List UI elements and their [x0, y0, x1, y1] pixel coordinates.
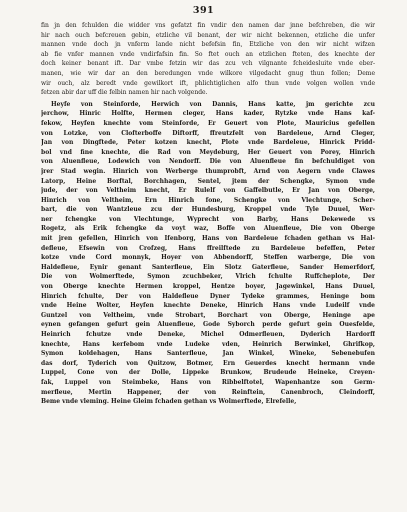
text-line: Beme vnde vleming. Heine Gleim fchaden gethan vs Wolmerftede, Elrefelle, — [41, 398, 297, 406]
text-line: Latorp, Heine Borftal, Borchhagen, Sentel, jtem der Schengke, Symon vnde — [41, 177, 375, 185]
text-line: bol vnd fine knechte, die Rad von Meydeburg, Her Geuert von Porey, Hinrich — [41, 148, 375, 156]
text-line: jerchow, Hinric Holfte, Hermen cleger, Hans kader, Rytzke vnde Hans kaf- — [41, 110, 375, 118]
text-line: Hinrich fchulte, Der von Haldefleue Dyner Tydeke grammes, Heninge bom — [41, 292, 375, 300]
text-line: hir nach ouch befcreuen gebin, etzliche vil benant, der wir nicht bekennen, etzliche die unfer — [41, 31, 375, 39]
text-line: fin jn den fchulden die widder vns gefatzt fin vndir den namen dar jnne befchreben, die wir — [41, 22, 375, 29]
page-number: 391 — [192, 5, 215, 16]
text-line: jude, der von Veltheim knecht, Er Rulelf von Gaffelbutle, Er Jan von Oberge, — [41, 187, 375, 195]
text-line: ner fchengke von Vlechtunge, Wyprecht von Barby, Hans Dekewede vs — [41, 215, 375, 223]
text-line: Heyfe von Steinforde, Herwich von Dannis, Hans katte, jm gerichte zcu — [51, 100, 375, 108]
text-line: von Aluenfleue, Lodewich von Nendorff. Die von Aluenfleue fin befchuldiget von — [41, 158, 375, 166]
text-line: Symon koldehagen, Hans Santerfleue, Jan Winkel, Wineke, Sebenebufen — [41, 350, 375, 358]
text-line: doch keiner benant ift. Dar vmbe fetzin wir das zcu vch vilgnante fcheidesluite vnde eber- — [41, 60, 375, 68]
text-line: Die von Wolmerftede, Symon zcuchbeker, Vlrich fchulte Ruffcheplote, Der — [41, 273, 375, 281]
text-line: von Lotzke, von Clofterboffe Diftorff, ffreutzfelt von Bardeleue, Arnd Cleger, — [41, 129, 375, 137]
text-line: vnde Heine Wolter, Heyfen knechte Deneke, Hinrich Hans vnde Ludeilf vnde — [41, 302, 375, 310]
text-line: Guntzel von Veltheim, vnde Strobart, Borchart von Oberge, Heninge ape — [41, 311, 375, 319]
text-line: eynen gefangen gefurt gein Aluenfleue, Gode Syborch perde gefurt gein Ouesfelde, — [41, 321, 375, 329]
text-line: Luppel, Cone von der Dolle, Lippeke Brunkow, Brudeude Heineke, Creyen- — [41, 369, 375, 377]
text-line: manen, wie wir dar an den beredungen vnde wilkore vilgedacht gnug thun follen; Deme — [41, 69, 375, 77]
text-line: Hinrich von Veltheim, Ern Hinrich fone, Schengke von Vlechtunge, Scher- — [41, 196, 375, 204]
text-line: Rogetz, als Erik fchengke da voyt waz, Boffe von Aluenfleue, Die von Oberge — [41, 225, 375, 233]
text-line: wir ouch, alz beredt vnde gewilkort ift, phlichtiglichen alfo thun vnde volgen wollen vnde — [41, 79, 375, 87]
text-line: ab fie vnfer mannen vnde vndirfafsin fin. So ftet ouch an etzlichen fteten, des knechte der — [41, 50, 375, 58]
body-text — [41, 21, 375, 407]
text-line: das dorf, Tyderich von Quitzow, Botmer, Ern Geuerdes knecht hermann vnde — [41, 359, 375, 367]
text-line: bart, die von Wantzleue zcu der Hundesburg, Kroppel vnde Tyle Duuel, Wer- — [41, 206, 375, 214]
text-line: Heinrich fchutze vnde Deneke, Michel Odmerfleuen, Dyderich Hardorff — [41, 331, 375, 338]
text-line: jrer Stad wegin. Hinrich von Werberge thumprobft, Arnd von Aegern vnde Clawes — [41, 167, 375, 175]
text-line: fekow, Heyfen knechte vom Steinforde, Er Geuert von Plote, Mauricius gefellen — [41, 119, 375, 127]
text-line: defleue, Efsewin von Crofzeg, Hans ffreilftede zu Bardeleue befeffen, Peter — [41, 244, 375, 252]
text-line: von Oberge knechte Hermen kroppel, Hentze boyer, Jagewinkel, Hans Duuel, — [41, 283, 375, 291]
text-line: Haldefleue, Eynir genant Santerfleue, Ein Slotz Gaterfleue, Sander Hemerfdorf, — [41, 263, 375, 271]
text-line: Jan von Dingftede, Peter kotzen knecht, Plote vnde Bardeleue, Hinrick Pridd- — [41, 139, 375, 147]
text-line: merfleue, Mertin Happener, der von Reinftein, Canenbroch, Cleindorff, — [41, 388, 375, 396]
text-line: fetzen abir dar uff die felbin namen hir nach volgende. — [41, 89, 208, 97]
text-line: fak, Luppel von Steimbeke, Hans von Ribbelftotel, Wapenhantze son Germ- — [41, 378, 375, 386]
text-line: knechte, Hans kerfebom vnde Ludeke vden, Heinrich Berwinkel, Ghrifkop, — [41, 340, 375, 348]
text-line: mannen vnde doch jn vnferm lande nicht befefsin fin, Etzliche von den wir nicht wifzen — [41, 41, 375, 49]
text-line: mit jren gefellen, Hinrich von Ifenborg, Hans von Bardeleue fchaden gethan vs Hal- — [41, 235, 375, 243]
text-line: kotze vnde Cord monnyk, Hoyer von Abbendorff, Steffen warberge, Die von — [41, 254, 375, 262]
